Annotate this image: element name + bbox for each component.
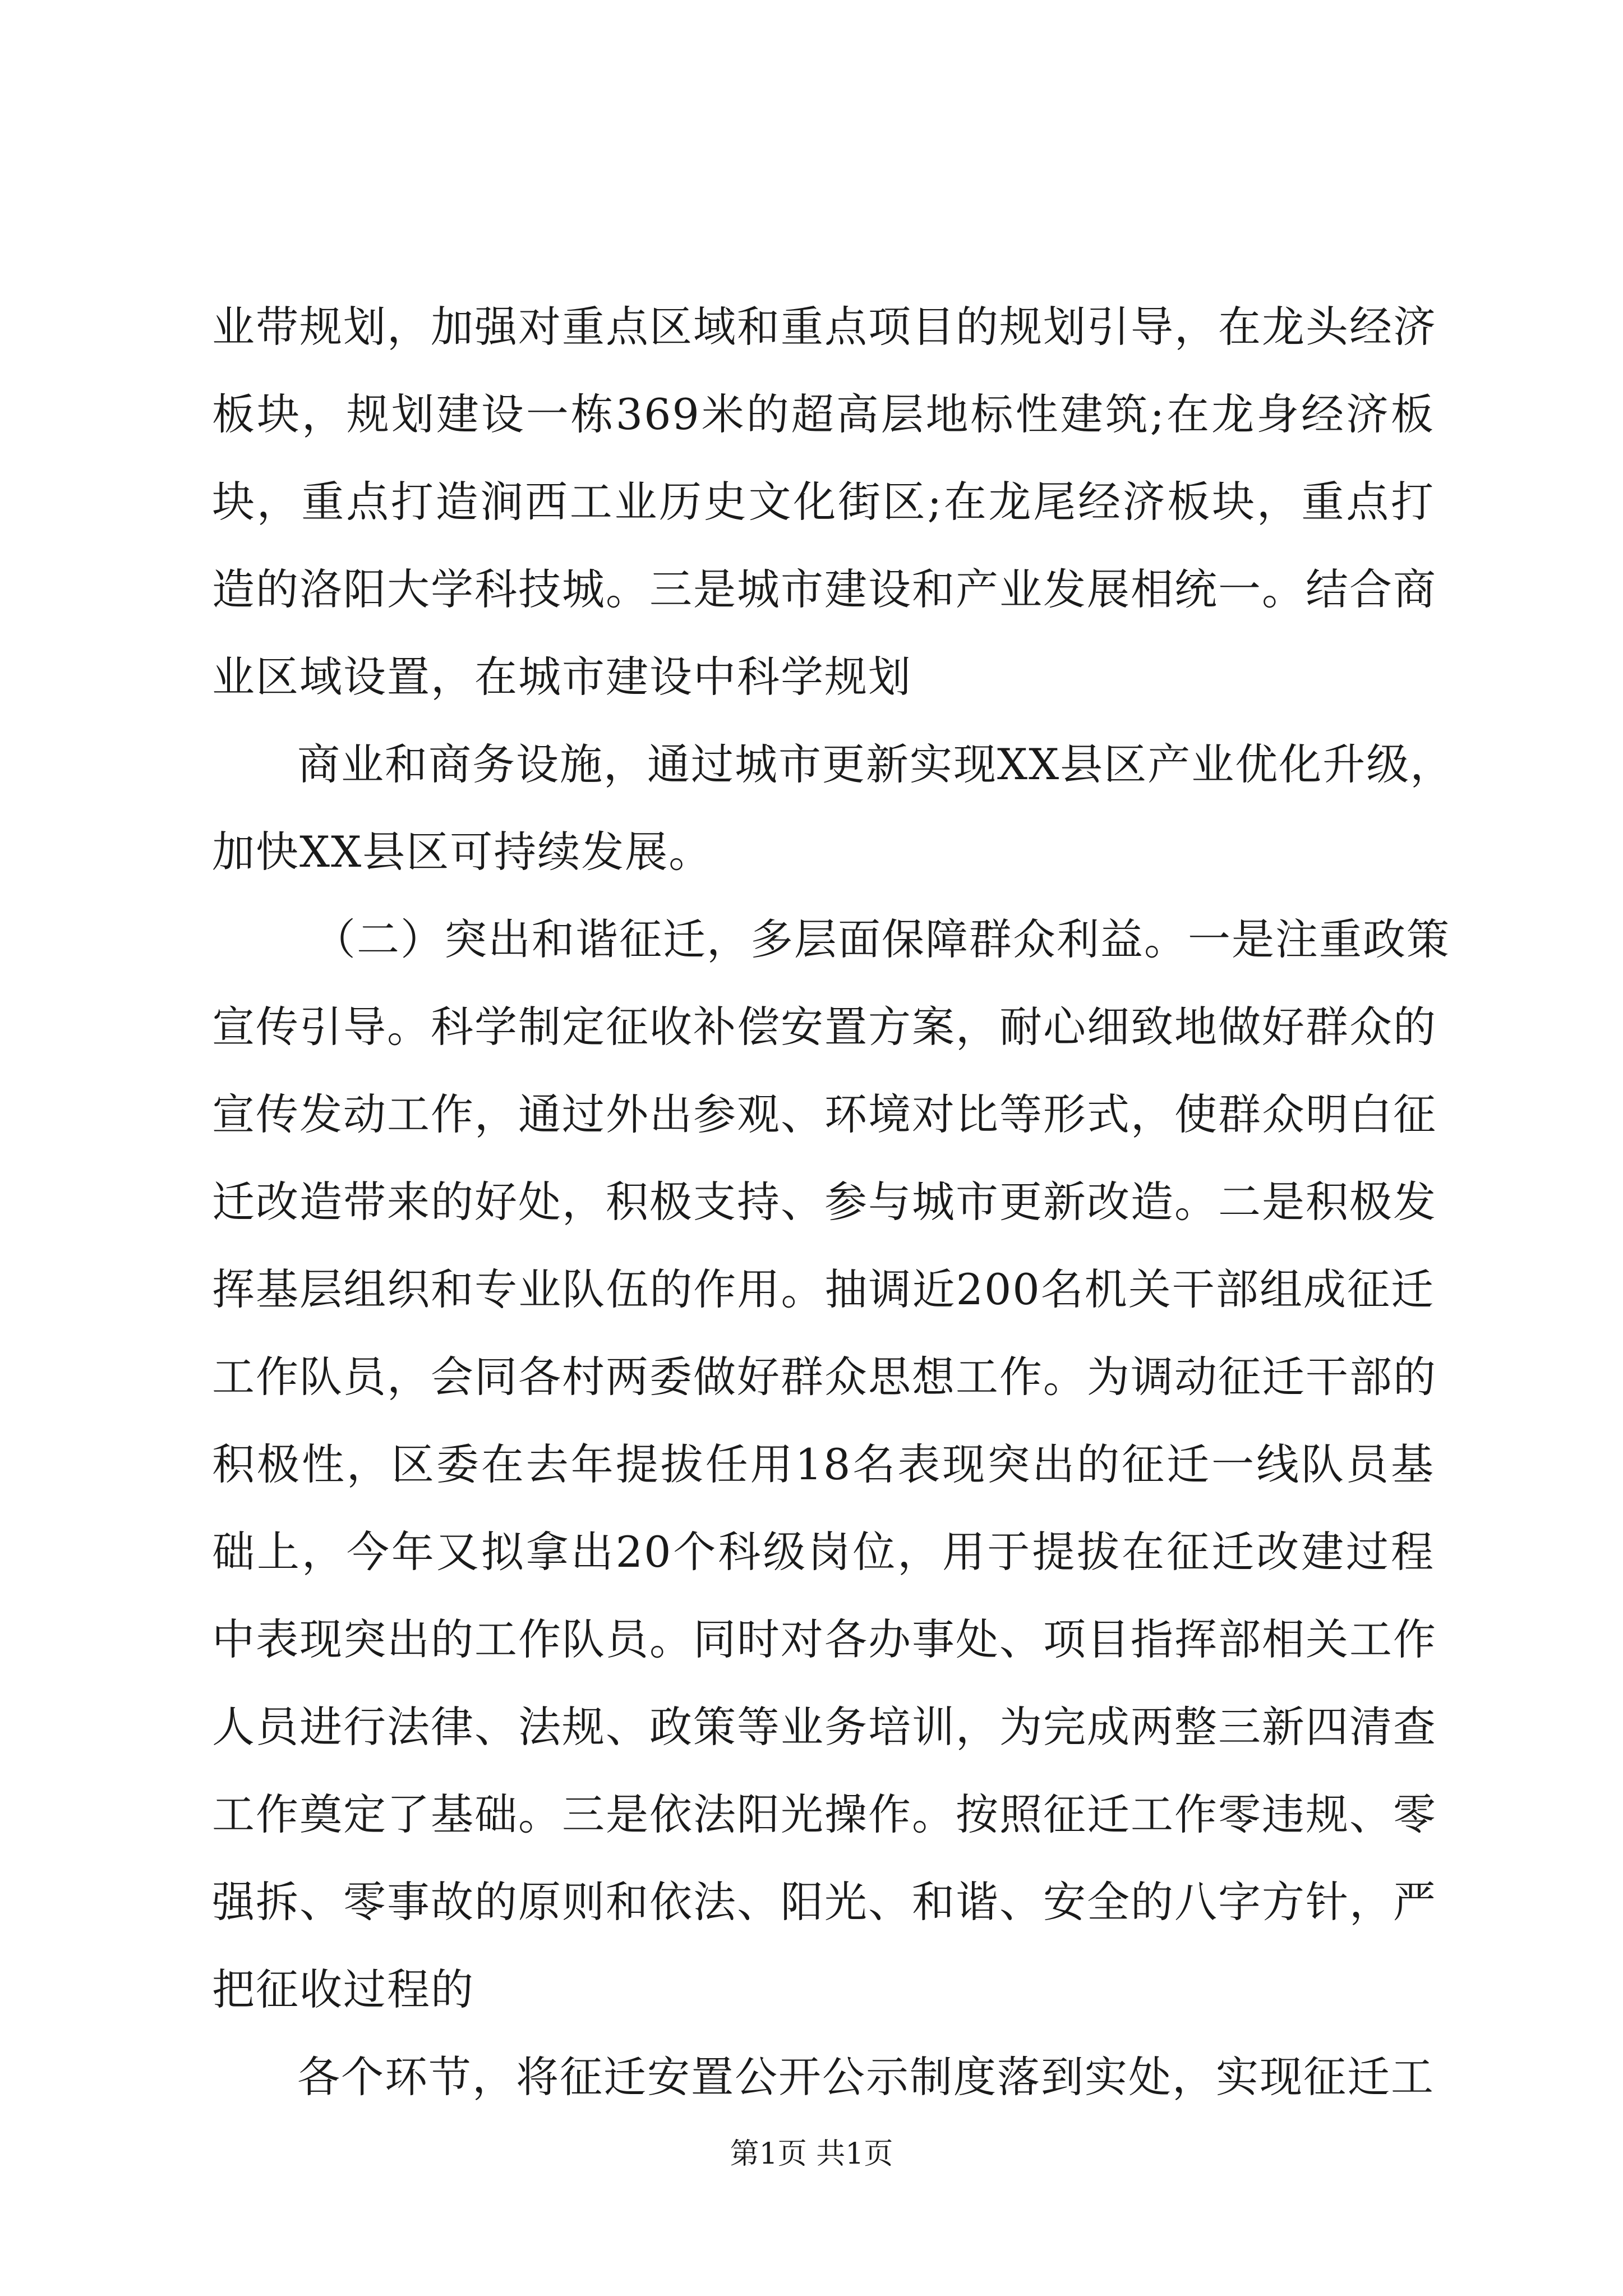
text-line: 业区域设置，在城市建设中科学规划 (212, 652, 912, 702)
text-line: （二）突出和谐征迁，多层面保障群众利益。一是注重政策 (313, 914, 1450, 964)
text-line: 工作队员，会同各村两委做好群众思想工作。为调动征迁干部的 (212, 1352, 1437, 1402)
text-line: 积极性，区委在去年提拔任用18名表现突出的征迁一线队员基 (212, 1439, 1435, 1489)
body-text (212, 283, 1454, 2121)
text-line: 强拆、零事故的原则和依法、阳光、和谐、安全的八字方针，严 (212, 1877, 1437, 1927)
text-line: 宣传发动工作，通过外出参观、环境对比等形式，使群众明白征 (212, 1089, 1437, 1139)
text-line: 中表现突出的工作队员。同时对各办事处、项目指挥部相关工作 (212, 1614, 1437, 1664)
text-line: 板块，规划建设一栋369米的超高层地标性建筑;在龙身经济板 (212, 389, 1435, 439)
text-line: 人员进行法律、法规、政策等业务培训，为完成两整三新四清查 (212, 1702, 1437, 1752)
text-line: 加快XX县区可持续发展。 (212, 827, 713, 877)
text-line: 把征收过程的 (212, 1964, 474, 2014)
text-line: 工作奠定了基础。三是依法阳光操作。按照征迁工作零违规、零 (212, 1789, 1437, 1839)
text-line: 块，重点打造涧西工业历史文化街区;在龙尾经济板块，重点打 (212, 477, 1435, 527)
text-line: 业带规划，加强对重点区域和重点项目的规划引导，在龙头经济 (212, 302, 1437, 352)
text-line: 宣传引导。科学制定征收补偿安置方案，耐心细致地做好群众的 (212, 1002, 1437, 1052)
page-footer: 第1页 共1页 (730, 2137, 893, 2171)
text-line: 各个环节，将征迁安置公开公示制度落到实处，实现征迁工 (297, 2052, 1435, 2102)
text-line: 迁改造带来的好处，积极支持、参与城市更新改造。二是积极发 (212, 1177, 1437, 1227)
text-line: 础上，今年又拟拿出20个科级岗位，用于提拔在征迁改建过程 (212, 1527, 1435, 1577)
text-line: 造的洛阳大学科技城。三是城市建设和产业发展相统一。结合商 (212, 564, 1437, 614)
text-line: 商业和商务设施，通过城市更新实现XX县区产业优化升级， (297, 739, 1454, 789)
text-line: 挥基层组织和专业队伍的作用。抽调近200名机关干部组成征迁 (212, 1264, 1435, 1314)
